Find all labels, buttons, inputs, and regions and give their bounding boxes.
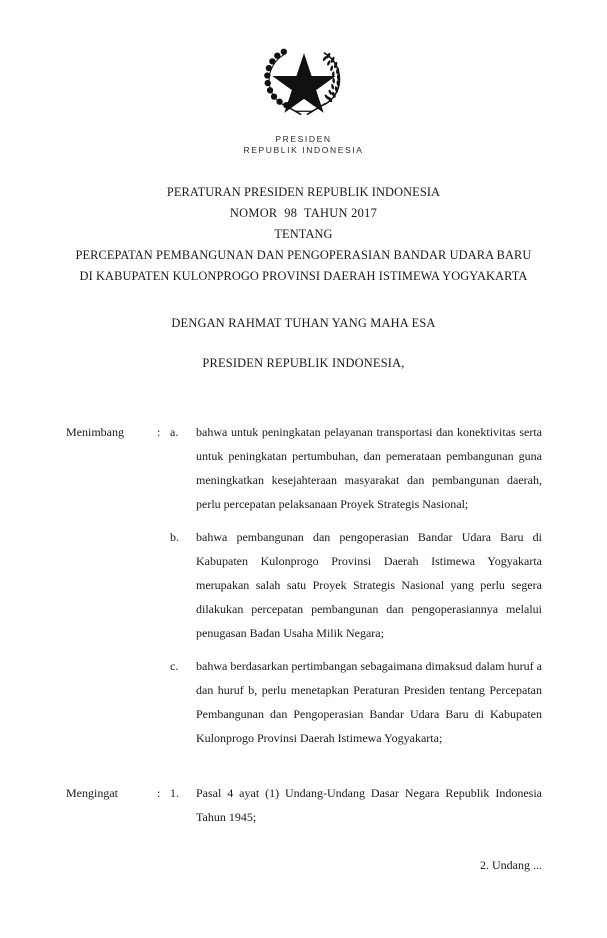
mengingat-label: Mengingat [66, 786, 118, 800]
clause-row [66, 525, 542, 645]
clause-text-1: Pasal 4 ayat (1) Undang-Undang Dasar Negara Republik Indonesia Tahun 1945; [196, 786, 542, 824]
mengingat-colon: : [157, 786, 161, 800]
clause-row [66, 654, 542, 750]
menimbang-label: Menimbang [66, 425, 124, 439]
clause-text-b: bahwa pembangunan dan pengoperasian Bandar Udara Baru di Kabupaten Kulonprogo Provinsi Daerah Istimewa Yogyakarta merupakan salah satu Proyek Strategis Nasional yang perlu segera dilakukan percepatan pembangunan dan pengoperasiannya melalui penugasan Badan Usaha Milik Negara; [196, 530, 542, 640]
subhead-presiden: PRESIDEN REPUBLIK INDONESIA, [202, 356, 405, 370]
letterhead [0, 32, 607, 156]
title-line-subject-2: DI KABUPATEN KULONPROGO PROVINSI DAERAH ISTIMEWA YOGYAKARTA [79, 269, 528, 283]
emblem-caption-line-2: REPUBLIK INDONESIA [243, 145, 364, 155]
document-title-block [0, 182, 607, 287]
document-body [66, 420, 542, 829]
menimbang-group [66, 420, 542, 750]
title-line-subject-1: PERCEPATAN PEMBANGUNAN DAN PENGOPERASIAN BANDAR UDARA BARU [75, 248, 532, 262]
subhead-rahmat: DENGAN RAHMAT TUHAN YANG MAHA ESA [171, 316, 436, 330]
indonesia-presidential-seal-icon [256, 32, 352, 128]
clause-marker-a: a. [170, 425, 179, 439]
clause-text-c: bahwa berdasarkan pertimbangan sebagaimana dimaksud dalam huruf a dan huruf b, perlu menetapkan Peraturan Presiden tentang Percepatan Pembangunan dan Pengoperasian Bandar Udara Baru di Kabupaten Kulonprogo Provinsi Daerah Istimewa Yogyakarta; [196, 659, 542, 745]
clause-marker-c: c. [170, 659, 179, 673]
title-line-regulation: PERATURAN PRESIDEN REPUBLIK INDONESIA [166, 185, 441, 199]
title-line-tentang: TENTANG [274, 227, 333, 241]
page-continuation-footer: 2. Undang ... [480, 858, 542, 872]
clause-row [66, 420, 542, 516]
mengingat-group [66, 781, 542, 829]
clause-row [66, 781, 542, 829]
emblem-caption [0, 134, 607, 156]
emblem-caption-line-1: PRESIDEN [275, 134, 332, 144]
menimbang-colon: : [157, 425, 161, 439]
title-line-number: NOMOR 98 TAHUN 2017 [229, 206, 378, 220]
clause-text-a: bahwa untuk peningkatan pelayanan transportasi dan konektivitas serta untuk peningkatan pertumbuhan, dan pemerataan pembangunan guna meningkatkan kesejahteraan masyarakat dan pembangunan daerah, perlu percepatan pelaksanaan Proyek Strategis Nasional; [196, 425, 542, 511]
clause-marker-b: b. [170, 530, 179, 544]
clause-marker-1: 1. [170, 786, 179, 800]
